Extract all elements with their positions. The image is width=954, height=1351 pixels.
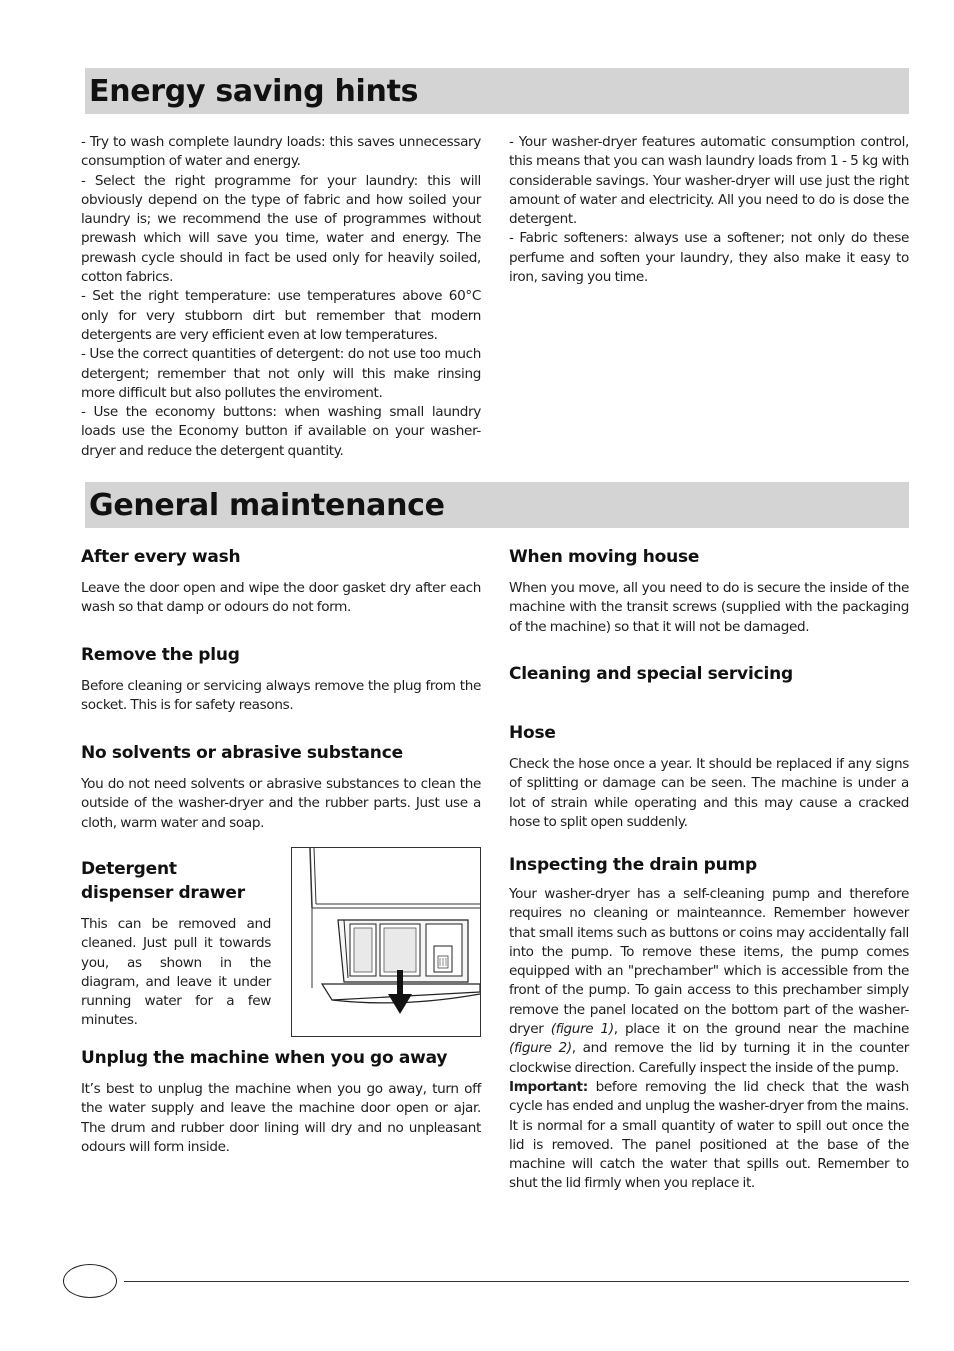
- energy-section-banner: [81, 68, 909, 114]
- dispenser-drawer-diagram: [291, 847, 481, 1037]
- drawer-heading: Detergent dispenser drawer: [81, 859, 245, 903]
- after-wash-heading: After every wash: [81, 547, 241, 567]
- solvents-body: You do not need solvents or abrasive substances to clean the outside of the washer-dryer and the rubber parts. Just use a cloth, warm water and soap.: [81, 776, 481, 831]
- cleaning-section: [509, 662, 909, 696]
- drawer-body: This can be removed and cleaned. Just pull it towards you, as shown in the diagram, and leave it under running water for a few minutes.: [81, 916, 271, 1029]
- energy-hint: - Set the right temperature: use temperatures above 60°C only for very stubborn dirt but remember that modern detergents are very efficient even at low temperatures.: [81, 288, 481, 343]
- energy-hint: - Fabric softeners: always use a softener; not only do these perfume and soften your laundry, they also make it easy to iron, saving you time.: [509, 230, 909, 286]
- moving-heading: When moving house: [509, 547, 700, 567]
- drain-pump-section: [509, 853, 909, 1194]
- page-number-oval: [63, 1264, 117, 1298]
- remove-plug-heading: Remove the plug: [81, 645, 240, 665]
- drain-pump-body: [509, 885, 909, 1078]
- important-body: before removing the lid check that the wash cycle has ended and unplug the washer-dryer from the mains. It is normal for a small quantity of water to spill out once the lid is removed. The panel positioned at the base of the machine will catch the water that spills out. Remember to shut the lid firmly when you replace it.: [509, 1078, 909, 1192]
- energy-right-column: [509, 133, 909, 287]
- energy-hint: - Try to wash complete laundry loads: this saves unnecessary consumption of water and energy.: [81, 134, 481, 170]
- maintenance-section-banner: [81, 482, 909, 528]
- cleaning-heading: Cleaning and special servicing: [509, 664, 793, 684]
- figure-1-reference: (figure 1): [550, 1021, 614, 1038]
- moving-body: When you move, all you need to do is secure the inside of the machine with the transit screws (supplied with the packaging of the machine) so that it will not be damaged.: [509, 580, 909, 635]
- after-wash-section: [81, 545, 481, 618]
- important-note: [509, 1078, 909, 1194]
- drawer-section: [81, 857, 271, 1031]
- remove-plug-body: Before cleaning or servicing always remove the plug from the socket. This is for safety reasons.: [81, 678, 481, 714]
- drain-pump-heading: Inspecting the drain pump: [509, 855, 757, 875]
- hose-heading: Hose: [509, 723, 556, 743]
- energy-section-title: Energy saving hints: [89, 74, 419, 109]
- drain-pump-text: , place it on the ground near the machine: [613, 1021, 910, 1038]
- energy-hint: - Use the correct quantities of detergent: do not use too much detergent; remember that not only will this make rinsing more difficult but also pollutes the enviroment.: [81, 346, 481, 401]
- maintenance-section-title: General maintenance: [89, 488, 445, 523]
- energy-hint: - Your washer-dryer features automatic consumption control, this means that you can wash laundry loads from 1 - 5 kg with considerable savings. Your washer-dryer will use just the right amount of water and electricity. All you need to do is dose the detergent.: [509, 134, 909, 228]
- drawer-illustration: [292, 848, 480, 1036]
- figure-2-reference: (figure 2): [509, 1040, 572, 1057]
- moving-section: [509, 545, 909, 637]
- energy-hint: - Use the economy buttons: when washing small laundry loads use the Economy button if available on your washer-dryer and reduce the detergent quantity.: [81, 404, 481, 459]
- unplug-body: It’s best to unplug the machine when you go away, turn off the water supply and leave the machine door open or ajar. The drum and rubber door lining will dry and no unpleasant odours will form inside.: [81, 1081, 481, 1155]
- remove-plug-section: [81, 643, 481, 716]
- hose-body: Check the hose once a year. It should be replaced if any signs of splitting or damage can be seen. The machine is under a lot of strain while operating and this may cause a cracked hose to split open suddenly.: [509, 756, 909, 830]
- energy-hint: - Select the right programme for your laundry: this will obviously depend on the type of fabric and how soiled your laundry is; we recommend the use of programmes without prewash which will save you time, water and energy. The prewash cycle should in fact be used only for heavily soiled, cotton fabrics.: [81, 172, 481, 286]
- unplug-heading: Unplug the machine when you go away: [81, 1048, 448, 1068]
- footer-rule: [124, 1281, 909, 1282]
- hose-section: [509, 721, 909, 832]
- drain-pump-text: Your washer-dryer has a self-cleaning pump and therefore requires no cleaning or mainteannce. Remember however that small items such as buttons or coins may accidentally fall into the pump. To remove these items, the pump comes equipped with an "prechamber" which is accessible from the front of the pump. To gain access to this prechamber simply remove the panel located on the bottom part of the washer-dryer: [509, 886, 909, 1038]
- important-label: Important:: [509, 1078, 588, 1095]
- after-wash-body: Leave the door open and wipe the door gasket dry after each wash so that damp or odours do not form.: [81, 580, 481, 616]
- unplug-section: [81, 1046, 481, 1157]
- drain-pump-text: , and remove the lid by turning it in the counter clockwise direction. Carefully inspect the inside of the pump.: [509, 1040, 909, 1076]
- solvents-section: [81, 741, 481, 833]
- energy-left-column: [81, 133, 481, 461]
- solvents-heading: No solvents or abrasive substance: [81, 743, 403, 763]
